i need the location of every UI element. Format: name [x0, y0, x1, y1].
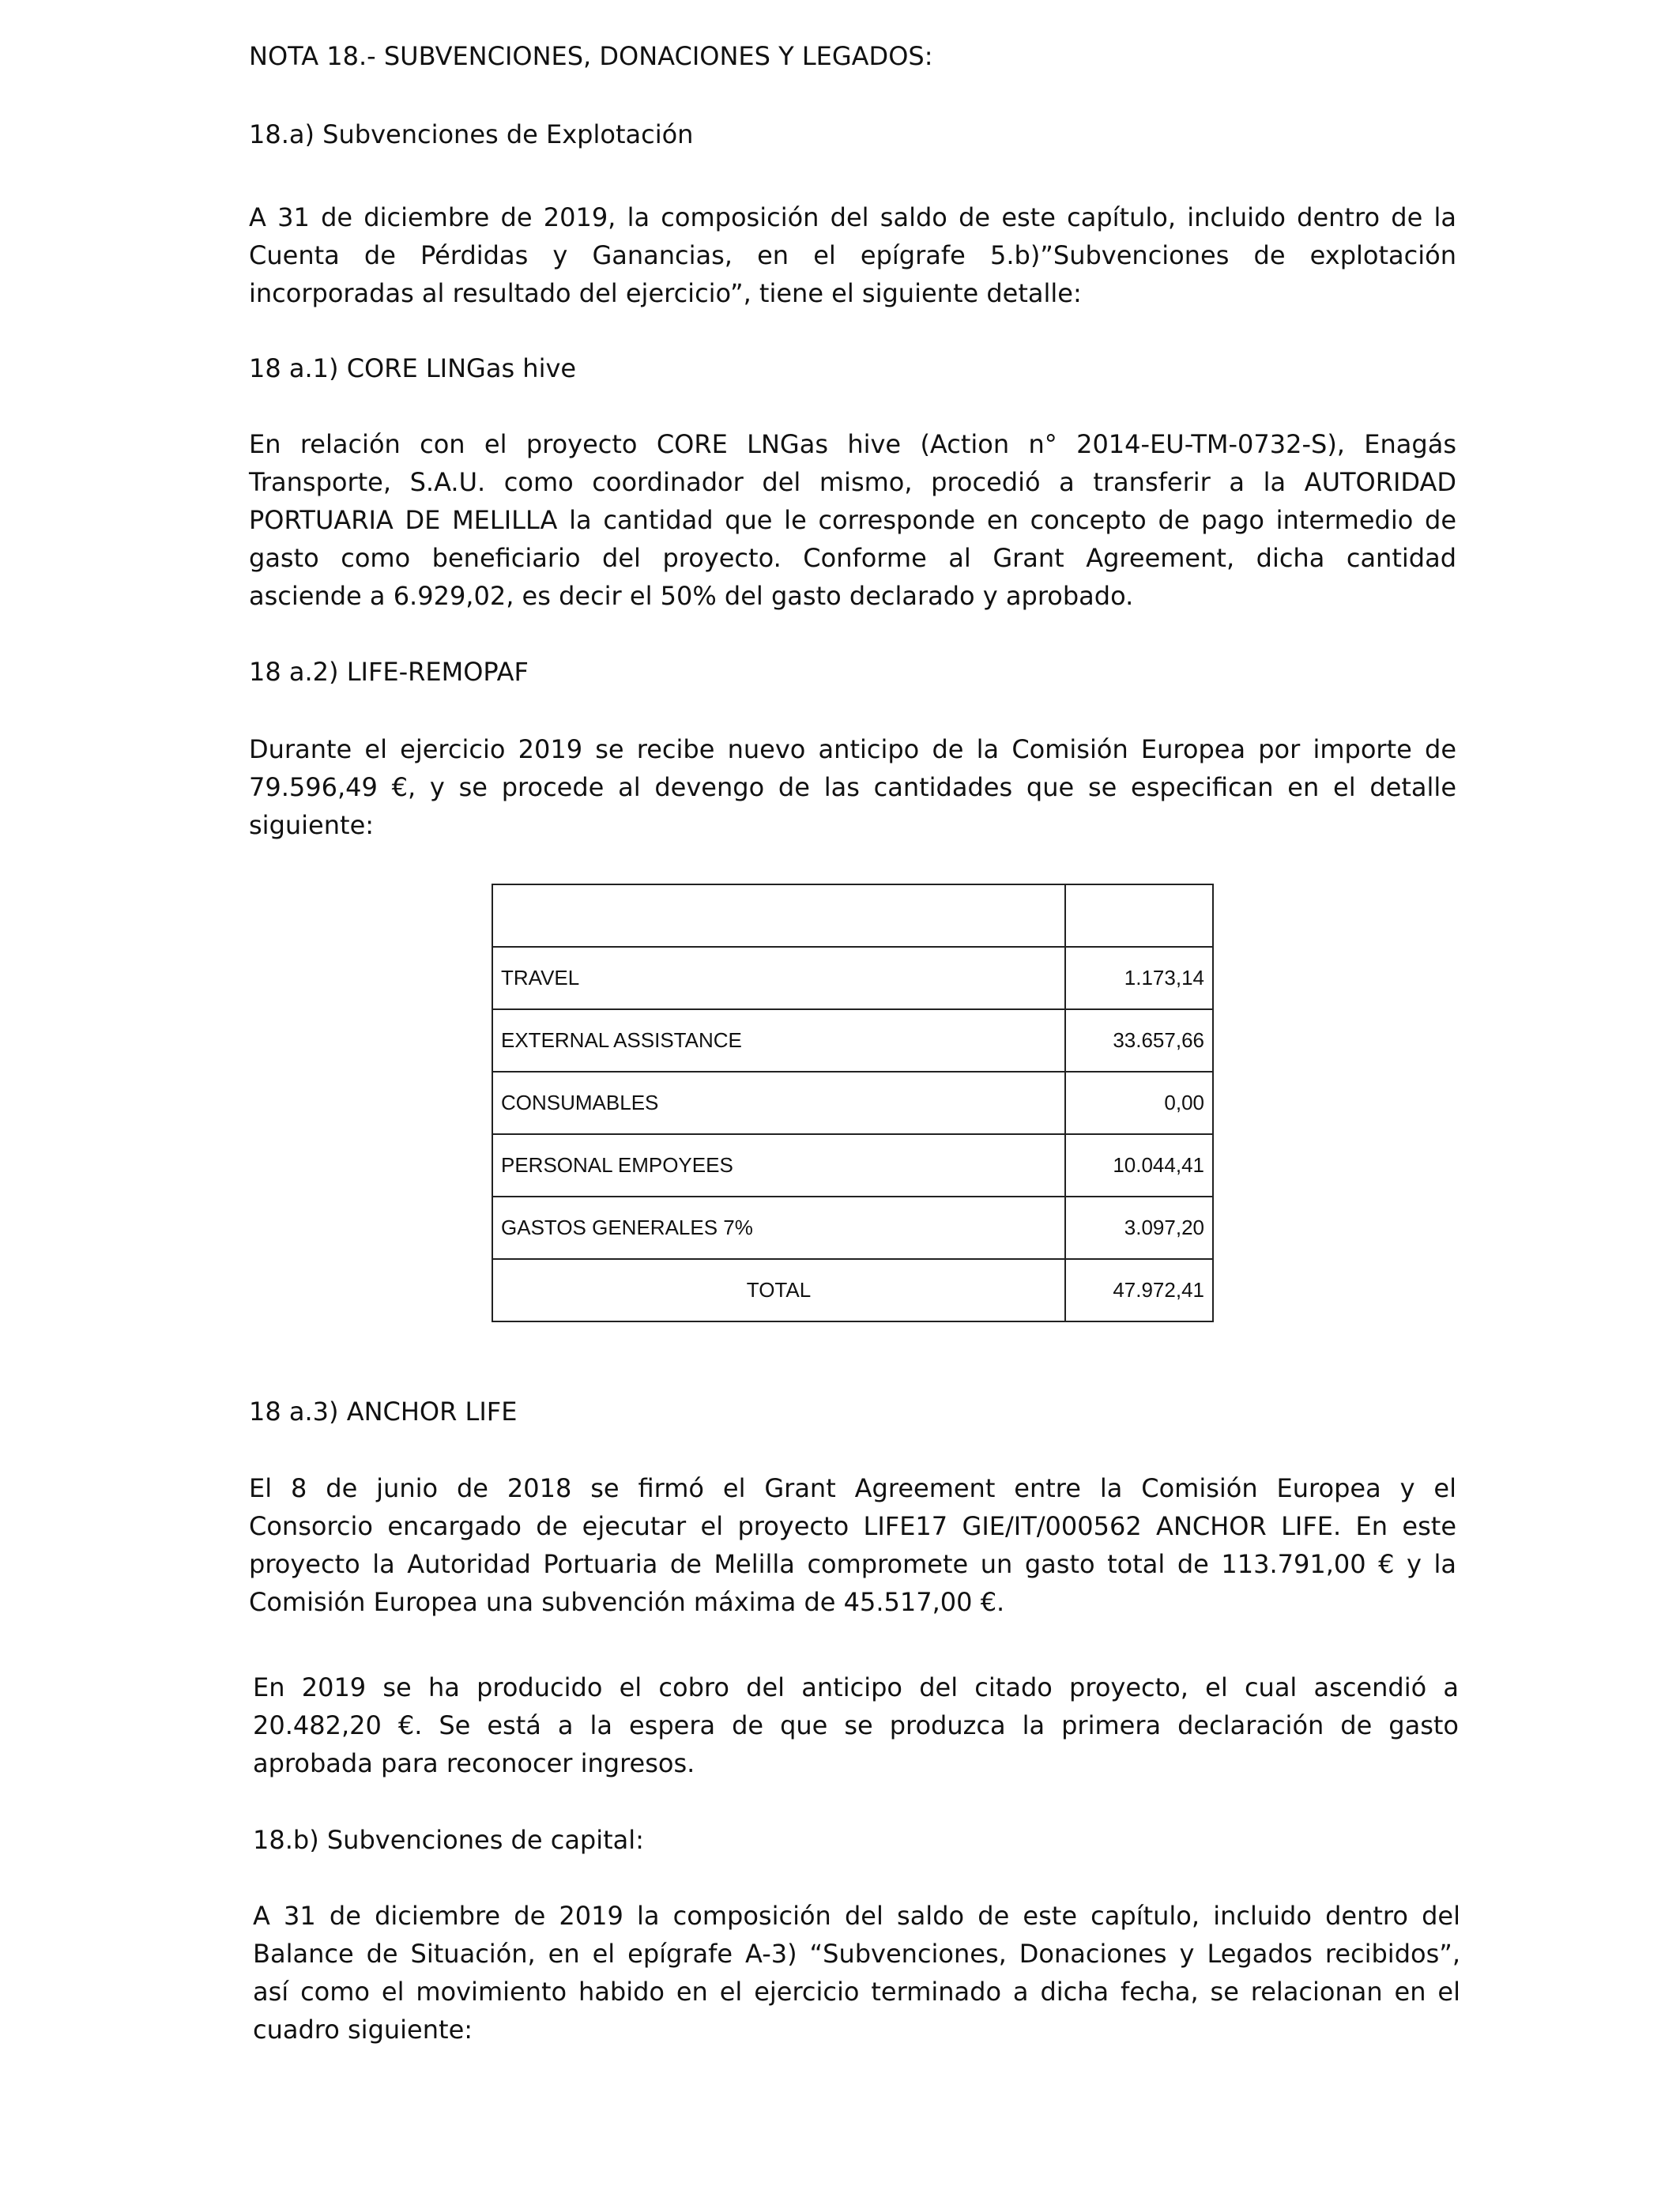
table-header-row: [492, 884, 1213, 947]
a2-heading: 18 a.2) LIFE-REMOPAF: [249, 657, 529, 687]
a3-heading: 18 a.3) ANCHOR LIFE: [249, 1397, 518, 1427]
a2-text: [249, 730, 1456, 844]
row-value: 0,00: [1065, 1072, 1213, 1134]
table-row: [492, 1009, 1213, 1072]
text-line: Transporte, S.A.U. como coordinador del mismo, procedió a transferir a la AUTORIDAD: [249, 467, 1456, 497]
text-line: proyecto la Autoridad Portuaria de Melilla compromete un gasto total de 113.791,00 € y la: [249, 1549, 1456, 1579]
row-label: TRAVEL: [492, 947, 1065, 1009]
text-line: Durante el ejercicio 2019 se recibe nuevo anticipo de la Comisión Europea por importe de: [249, 734, 1456, 764]
total-label: TOTAL: [492, 1259, 1065, 1321]
section-a-intro: [249, 198, 1456, 312]
row-label: EXTERNAL ASSISTANCE: [492, 1009, 1065, 1072]
text-line: así como el movimiento habido en el ejercicio terminado a dicha fecha, se relacionan en el: [253, 1977, 1460, 2007]
total-value: 47.972,41: [1065, 1259, 1213, 1321]
text-line: 79.596,49 €, y se procede al devengo de las cantidades que se especifican en el detalle: [249, 772, 1456, 802]
table-row: [492, 1072, 1213, 1134]
row-label: PERSONAL EMPOYEES: [492, 1134, 1065, 1197]
total-row: [492, 1259, 1213, 1321]
text-line: gasto como beneficiario del proyecto. Conforme al Grant Agreement, dicha cantidad: [249, 543, 1456, 573]
table-row: [492, 947, 1213, 1009]
text-line: cuadro siguiente:: [253, 2015, 473, 2045]
text-line: Cuenta de Pérdidas y Ganancias, en el epígrafe 5.b)”Subvenciones de explotación: [249, 240, 1456, 270]
text-line: En 2019 se ha producido el cobro del anticipo del citado proyecto, el cual ascendió a: [253, 1672, 1459, 1702]
text-line: Consorcio encargado de ejecutar el proyecto LIFE17 GIE/IT/000562 ANCHOR LIFE. En este: [249, 1511, 1456, 1541]
row-value: 3.097,20: [1065, 1197, 1213, 1259]
table-row: [492, 1197, 1213, 1259]
a1-heading: 18 a.1) CORE LINGas hive: [249, 353, 577, 383]
section-b-heading: 18.b) Subvenciones de capital:: [253, 1825, 644, 1855]
text-line: Comisión Europea una subvención máxima de 45.517,00 €.: [249, 1587, 1005, 1617]
row-value: 10.044,41: [1065, 1134, 1213, 1197]
remopaf-table: [492, 884, 1214, 1322]
a1-text: [249, 425, 1456, 615]
text-line: El 8 de junio de 2018 se firmó el Grant Agreement entre la Comisión Europea y el: [249, 1473, 1456, 1503]
text-line: Balance de Situación, en el epígrafe A-3) “Subvenciones, Donaciones y Legados recibidos”,: [253, 1939, 1460, 1969]
text-line: 20.482,20 €. Se está a la espera de que se produzca la primera declaración de gasto: [253, 1710, 1459, 1740]
row-value: 1.173,14: [1065, 947, 1213, 1009]
text-line: En relación con el proyecto CORE LNGas hive (Action n° 2014-EU-TM-0732-S), Enagás: [249, 429, 1456, 459]
a3-text-1: [249, 1469, 1456, 1621]
row-label: CONSUMABLES: [492, 1072, 1065, 1134]
row-label: GASTOS GENERALES 7%: [492, 1197, 1065, 1259]
text-line: A 31 de diciembre de 2019 la composición del saldo de este capítulo, incluido dentro del: [253, 1901, 1460, 1931]
text-line: siguiente:: [249, 810, 375, 840]
page-title: NOTA 18.- SUBVENCIONES, DONACIONES Y LEGADOS:: [249, 41, 933, 71]
section-b-text: [253, 1897, 1460, 2049]
text-line: incorporadas al resultado del ejercicio”, tiene el siguiente detalle:: [249, 278, 1082, 308]
text-line: PORTUARIA DE MELILLA la cantidad que le corresponde en concepto de pago intermedio de: [249, 505, 1456, 535]
row-value: 33.657,66: [1065, 1009, 1213, 1072]
text-line: A 31 de diciembre de 2019, la composición del saldo de este capítulo, incluido dentro de la: [249, 202, 1456, 232]
section-a-heading: 18.a) Subvenciones de Explotación: [249, 119, 694, 149]
text-line: aprobada para reconocer ingresos.: [253, 1748, 695, 1778]
table-row: [492, 1134, 1213, 1197]
a3-text-2: [253, 1668, 1459, 1782]
text-line: asciende a 6.929,02, es decir el 50% del gasto declarado y aprobado.: [249, 581, 1134, 611]
